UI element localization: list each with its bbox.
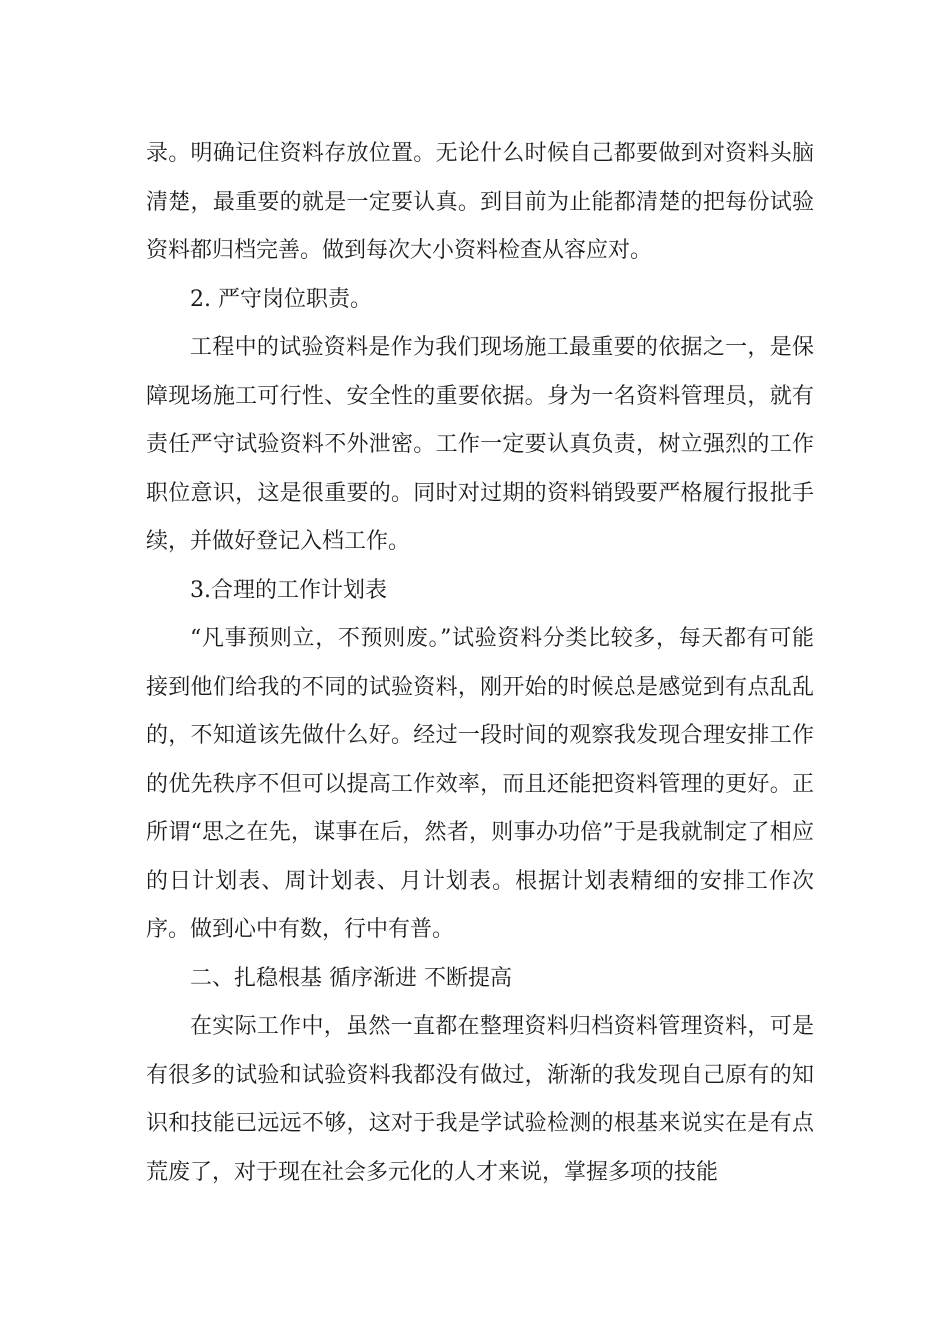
paragraph-continued: 录。明确记住资料存放位置。无论什么时候自己都要做到对资料头脑清楚，最重要的就是一定要认真。到目前为止能都清楚的把每份试验资料都归档完善。做到每次大小资料检查从容应对。	[146, 141, 814, 263]
section-heading-2: 2. 严守岗位职责。	[190, 286, 372, 312]
section-heading-3: 3.合理的工作计划表	[190, 577, 387, 603]
paragraph: “凡事预则立，不预则废。”试验资料分类比较多，每天都有可能接到他们给我的不同的试验资料，刚开始的时候总是感觉到有点乱乱的，不知道该先做什么好。经过一段时间的观察我发现合理安排工作的优先秩序不但可以提高工作效率，而且还能把资料管理的更好。正所谓“思之在先，谋事在后，然者，则事办功倍”于是我就制定了相应的日计划表、周计划表、月计划表。根据计划表精细的安排工作次序。做到心中有数，行中有普。	[146, 626, 814, 942]
paragraph: 在实际工作中，虽然一直都在整理资料归档资料管理资料，可是有很多的试验和试验资料我都没有做过，渐渐的我发现自己原有的知识和技能已远远不够，这对于我是学试验检测的根基来说实在是有点荒废了，对于现在社会多元化的人才来说，掌握多项的技能	[146, 1014, 814, 1185]
paragraph: 工程中的试验资料是作为我们现场施工最重要的依据之一，是保障现场施工可行性、安全性的重要依据。身为一名资料管理员，就有责任严守试验资料不外泄密。工作一定要认真负责，树立强烈的工作职位意识，这是很重要的。同时对过期的资料销毁要严格履行报批手续，并做好登记入档工作。	[146, 335, 814, 554]
document-body	[146, 130, 814, 1197]
section-heading-two: 二、扎稳根基 循序渐进 不断提高	[190, 965, 512, 991]
